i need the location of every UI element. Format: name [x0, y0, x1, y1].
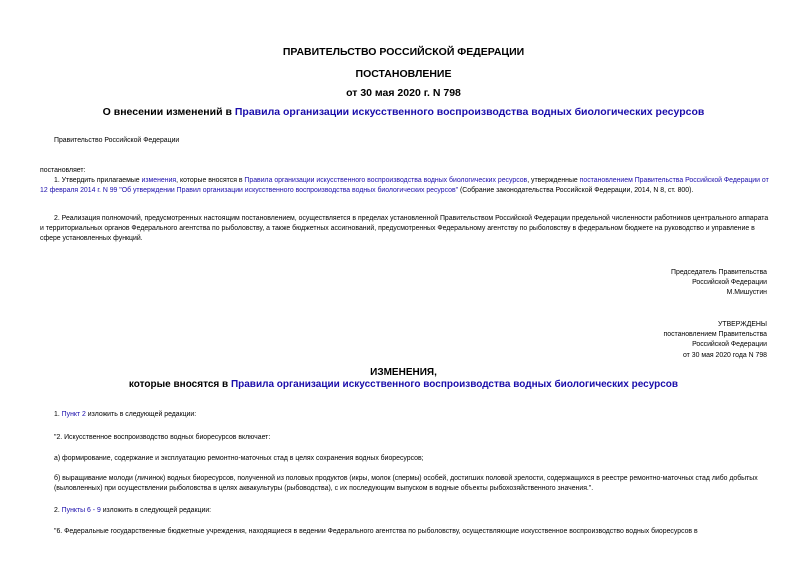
approval-line-4: от 30 мая 2020 года N 798: [683, 351, 767, 359]
change-subitem-b: б) выращивание молоди (личинок) водных биоресурсов, полученной из половых продуктов (икры, молок (спермы) особей, достигших половой зрелости, содержащихся в реестре ремонтно-маточных стад либо добытых (выловленных) при осуществлении рыболовства в целях аквакультуры (рыбоводства), с их последующим выпуском в водные объекты рыбохозяйственного значения.".: [54, 475, 758, 493]
change-quote-intro: "2. Искусственное воспроизводство водных биоресурсов включает:: [54, 434, 271, 441]
change-subitem-a: а) формирование, содержание и эксплуатацию ремонтно-маточных стад в целях сохранения водных биоресурсов;: [54, 455, 424, 462]
approval-line-1: УТВЕРЖДЕНЫ: [718, 321, 767, 328]
approval-line-3: Российской Федерации: [692, 341, 767, 349]
point-2-link[interactable]: Пункт 2: [61, 411, 86, 418]
paragraph-item-1: [40, 176, 770, 196]
changes-heading: [0, 367, 807, 391]
change-1-number: 1.: [54, 411, 62, 418]
document-title: [0, 106, 807, 118]
change-point-6: "6. Федеральные государственные бюджетные учреждения, находящиеся в ведении Федерального агентства по рыболовству, осуществляющие искусственное воспроизводство водных биоресурсов в: [54, 528, 698, 535]
resolution-99-link[interactable]: постановлением Правительства Российской Федерации от 12 февраля 2014 г. N 99 "Об утверждении Правил организации искусственного воспроизводства водных биологических ресурсов": [40, 177, 769, 195]
issuer-name: Правительство Российской Федерации: [54, 137, 180, 144]
signature-block: [671, 268, 767, 299]
changes-title: ИЗМЕНЕНИЯ,: [370, 367, 437, 378]
paragraph-item-2: [40, 214, 770, 245]
change-2-number: 2.: [54, 507, 62, 514]
points-6-9-link[interactable]: Пункты 6 - 9: [61, 507, 101, 514]
changes-rules-link[interactable]: Правила организации искусственного воспроизводства водных биологических ресурсов: [230, 379, 679, 390]
rules-link[interactable]: Правила организации искусственного воспроизводства водных биологических ресурсов: [244, 177, 528, 184]
signature-name: М.Мишустин: [726, 289, 767, 297]
approval-block: [664, 320, 768, 361]
item1-text-b: , которые вносятся в: [176, 177, 245, 184]
item1-text-a: 1. Утвердить прилагаемые: [54, 177, 142, 184]
document-date-heading: от 30 мая 2020 г. N 798: [346, 87, 461, 99]
approval-line-2: постановлением Правительства: [663, 331, 767, 339]
changes-link[interactable]: изменения: [141, 177, 177, 184]
change-1: [54, 410, 784, 420]
changes-subtitle-prefix: которые вносятся в: [128, 379, 231, 390]
title-rules-link[interactable]: Правила организации искусственного воспроизводства водных биологических ресурсов: [234, 106, 705, 118]
title-prefix: О внесении изменений в: [102, 106, 235, 118]
signature-country: Российской Федерации: [692, 279, 767, 287]
item1-text-c: , утвержденные: [527, 177, 580, 184]
item1-text-d: (Собрание законодательства Российской Федерации, 2014, N 8, ст. 800).: [458, 187, 694, 195]
changes-subtitle: [0, 379, 807, 391]
change-1-text: изложить в следующей редакции:: [85, 411, 197, 418]
change-2: [54, 506, 784, 516]
item2-text: 2. Реализация полномочий, предусмотренных настоящим постановлением, осуществляется в пределах установленной Правительством Российской Федерации предельной численности работников центрального аппарата и территориальных органов Федерального агентства по рыболовству, а также бюджетных ассигнований, предусмотренных Федеральному агентству по рыболовству в федеральном бюджете на руководство и управление в сфере установленных функций.: [40, 215, 769, 243]
signature-position: Председатель Правительства: [671, 269, 767, 276]
government-heading: ПРАВИТЕЛЬСТВО РОССИЙСКОЙ ФЕДЕРАЦИИ: [282, 46, 525, 58]
document-type-heading: ПОСТАНОВЛЕНИЕ: [355, 68, 452, 80]
resolves-word: постановляет:: [40, 167, 86, 174]
change-2-text: изложить в следующей редакции:: [100, 507, 212, 514]
